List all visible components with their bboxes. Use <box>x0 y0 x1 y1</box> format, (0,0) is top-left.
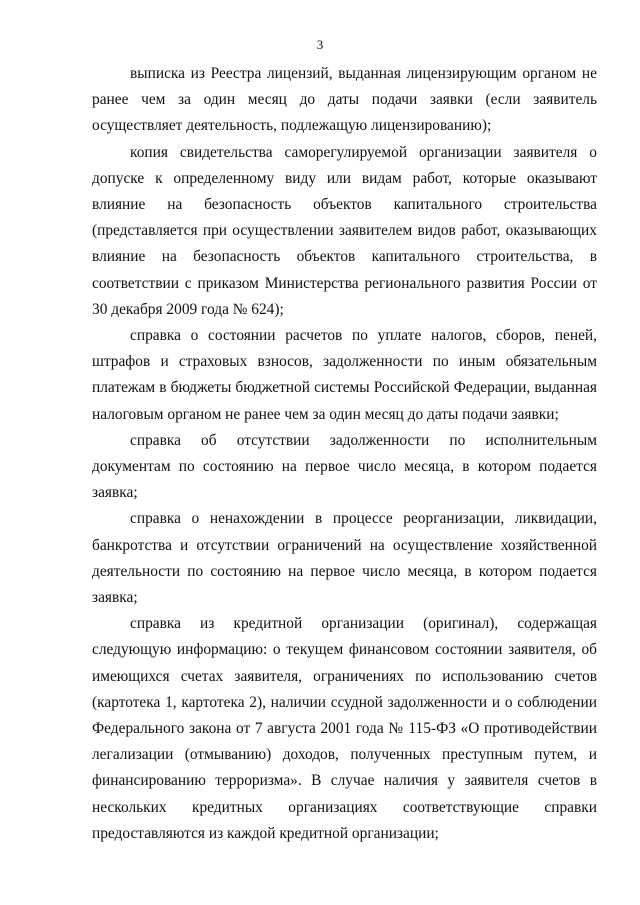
page-number: 3 <box>316 37 324 52</box>
document-body <box>92 61 597 847</box>
paragraph-enforcement-debt-certificate: справка об отсутствии задолженности по исполнительным документам по состоянию на первое число месяца, в котором подается заявка; <box>92 431 597 502</box>
paragraph-sro-certificate-copy: копия свидетельства саморегулируемой организации заявителя о допуске к определенному виду или видам работ, которые оказывают влияние на безопасность объектов капитального строительства (представляется при осуществлении заявителем видов работ, оказывающих влияние на безопасность объектов капитального строительства, в соответствии с приказом Министерства регионального развития России от 30 декабря 2009 года № 624); <box>92 143 597 318</box>
paragraph-tax-settlement-certificate: справка о состоянии расчетов по уплате налогов, сборов, пеней, штрафов и страховых взносов, задолженности по иным обязательным платежам в бюджеты бюджетной системы Российской Федерации, выданная налоговым органом не ранее чем за один месяц до даты подачи заявки; <box>92 327 597 423</box>
paragraph-license-registry-extract: выписка из Реестра лицензий, выданная лицензирующим органом не ранее чем за один месяц до даты подачи заявки (если заявитель осуществляет деятельность, подлежащую лицензированию); <box>92 65 597 135</box>
paragraph-bank-certificate: справка из кредитной организации (оригинал), содержащая следующую информацию: о текущем финансовом состоянии заявителя, об имеющихся счетах заявителя, ограничениях по использованию счетов (картотека 1, картотека 2), наличии ссудной задолженности и о соблюдении Федерального закона от 7 августа 2001 года № 115-ФЗ «О противодействии легализации (отмыванию) доходов, полученных преступным путем, и финансированию терроризма». В случае наличия у заявителя счетов в нескольких кредитных организациях соответствующие справки предоставляются из каждой кредитной организации; <box>92 615 597 842</box>
paragraph-reorganization-status-certificate: справка о ненахождении в процессе реорганизации, ликвидации, банкротства и отсутствии ограничений на осуществление хозяйственной деятельности по состоянию на первое число месяца, в котором подается заявка; <box>92 510 597 607</box>
